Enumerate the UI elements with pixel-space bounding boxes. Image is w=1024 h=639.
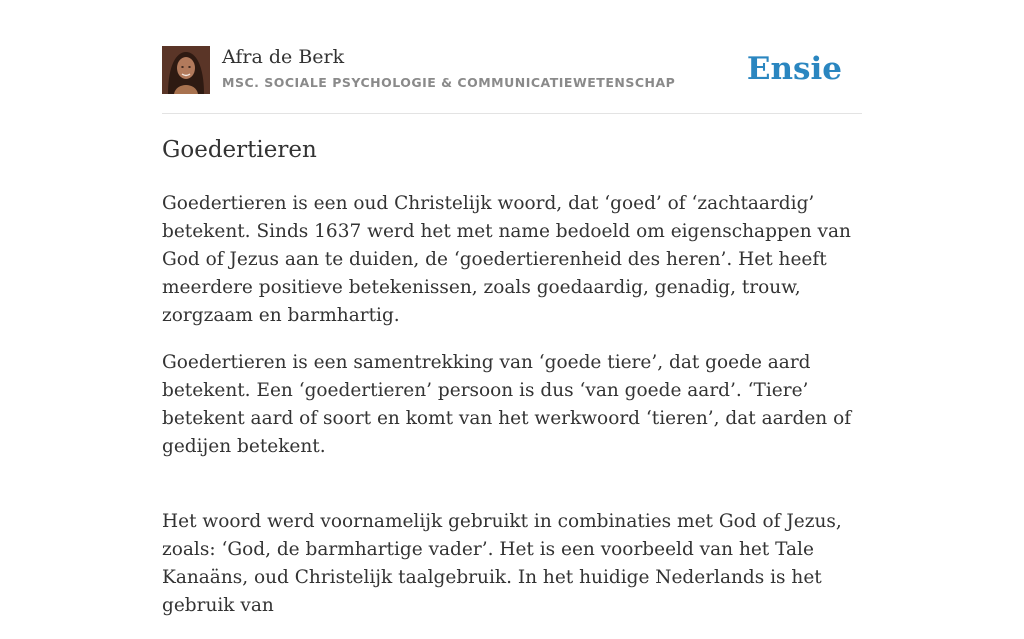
article-body: [162, 190, 862, 639]
paragraph-spacer: [162, 480, 862, 508]
article-paragraph: Goedertieren is een oud Christelijk woord, dat ‘goed’ of ‘zachtaardig’ betekent. Sinds 1637 werd het met name bedoeld om eigenschappen van God of Jezus aan te duiden, de ‘goedertierenheid des heren’. Het heeft meerdere positieve betekenissen, zoals goedaardig, genadig, trouw, zorgzaam en barmhartig.: [162, 193, 851, 326]
article-paragraph: Goedertieren is een samentrekking van ‘goede tiere’, dat goede aard betekent. Een ‘goedertieren’ persoon is dus ‘van goede aard’. ‘Tiere’ betekent aard of soort en komt van het werkwoord ‘tieren’, dat aarden of gedijen betekent.: [162, 352, 852, 457]
author-name[interactable]: Afra de Berk: [222, 46, 345, 68]
article-paragraph: Het woord werd voornamelijk gebruikt in combinaties met God of Jezus, zoals: ‘God, de barmhartige vader’. Het is een voorbeeld van het Tale Kanaäns, oud Christelijk taalgebruik. In het huidige Nederlands is het gebruik van: [162, 511, 842, 616]
article-title: Goedertieren: [162, 137, 317, 163]
header-divider: [162, 113, 862, 114]
author-title: MSC. SOCIALE PSYCHOLOGIE & COMMUNICATIEWETENSCHAP: [222, 75, 676, 90]
author-header: [162, 46, 862, 96]
author-avatar[interactable]: [162, 46, 210, 94]
brand-logo[interactable]: Ensie: [746, 51, 842, 87]
